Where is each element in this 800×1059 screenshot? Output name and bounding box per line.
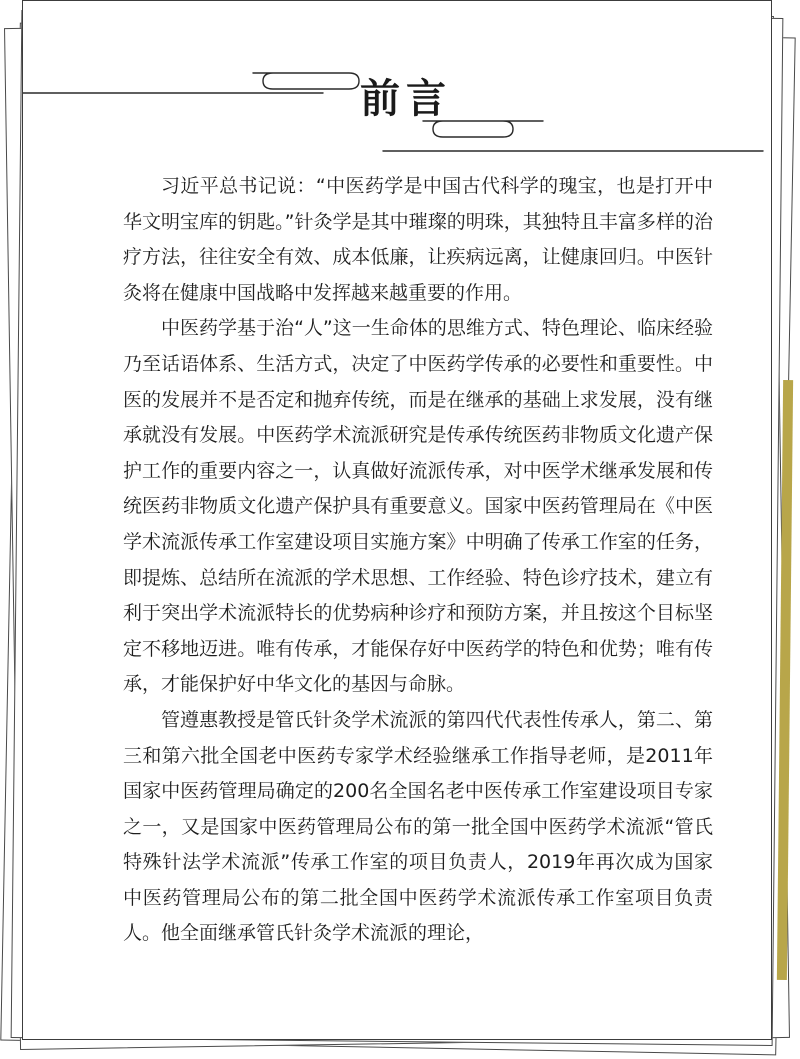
paragraph-2: 中医药学基于治“人”这一生命体的思维方式、特色理论、临床经验乃至话语体系、生活方式，决定了中医药学传承的必要性和重要性。中医的发展并不是否定和抛弃传统，而是在继承的基础上求发展，没有继承就没有发展。中医药学术流派研究是传承传统医药非物质文化遗产保护工作的重要内容之一，认真做好流派传承，对中医学术继承发展和传统医药非物质文化遗产保护具有重要意义。国家中医药管理局在《中医学术流派传承工作室建设项目实施方案》中明确了传承工作室的任务，即提炼、总结所在流派的学术思想、工作经验、特色诊疗技术，建立有利于突出学术流派特长的优势病种诊疗和预防方案，并且按这个目标坚定不移地迈进。唯有传承，才能保存好中医药学的特色和优势；唯有传承，才能保护好中华文化的基因与命脉。	[123, 317, 713, 696]
page-title: 前言	[360, 75, 452, 122]
preface-body	[123, 169, 713, 952]
document-page	[22, 0, 772, 1040]
paragraph-1: 习近平总书记说：“中医药学是中国古代科学的瑰宝，也是打开中华文明宝库的钥匙。”针灸学是其中璀璨的明珠，其独特且丰富多样的治疗方法，往往安全有效、成本低廉，让疾病远离，让健康回归。中医针灸将在健康中国战略中发挥越来越重要的作用。	[123, 175, 713, 304]
paragraph-3: 管遵惠教授是管氏针灸学术流派的第四代代表性传承人，第二、第三和第六批全国老中医药专家学术经验继承工作指导老师，是2011年国家中医药管理局确定的200名全国名老中医传承工作室建设项目专家之一，又是国家中医药管理局公布的第一批全国中医药学术流派“管氏特殊针法学术流派”传承工作室的项目负责人，2019年再次成为国家中医药管理局公布的第二批全国中医药学术流派传承工作室项目负责人。他全面继承管氏针灸学术流派的理论，	[123, 708, 713, 945]
